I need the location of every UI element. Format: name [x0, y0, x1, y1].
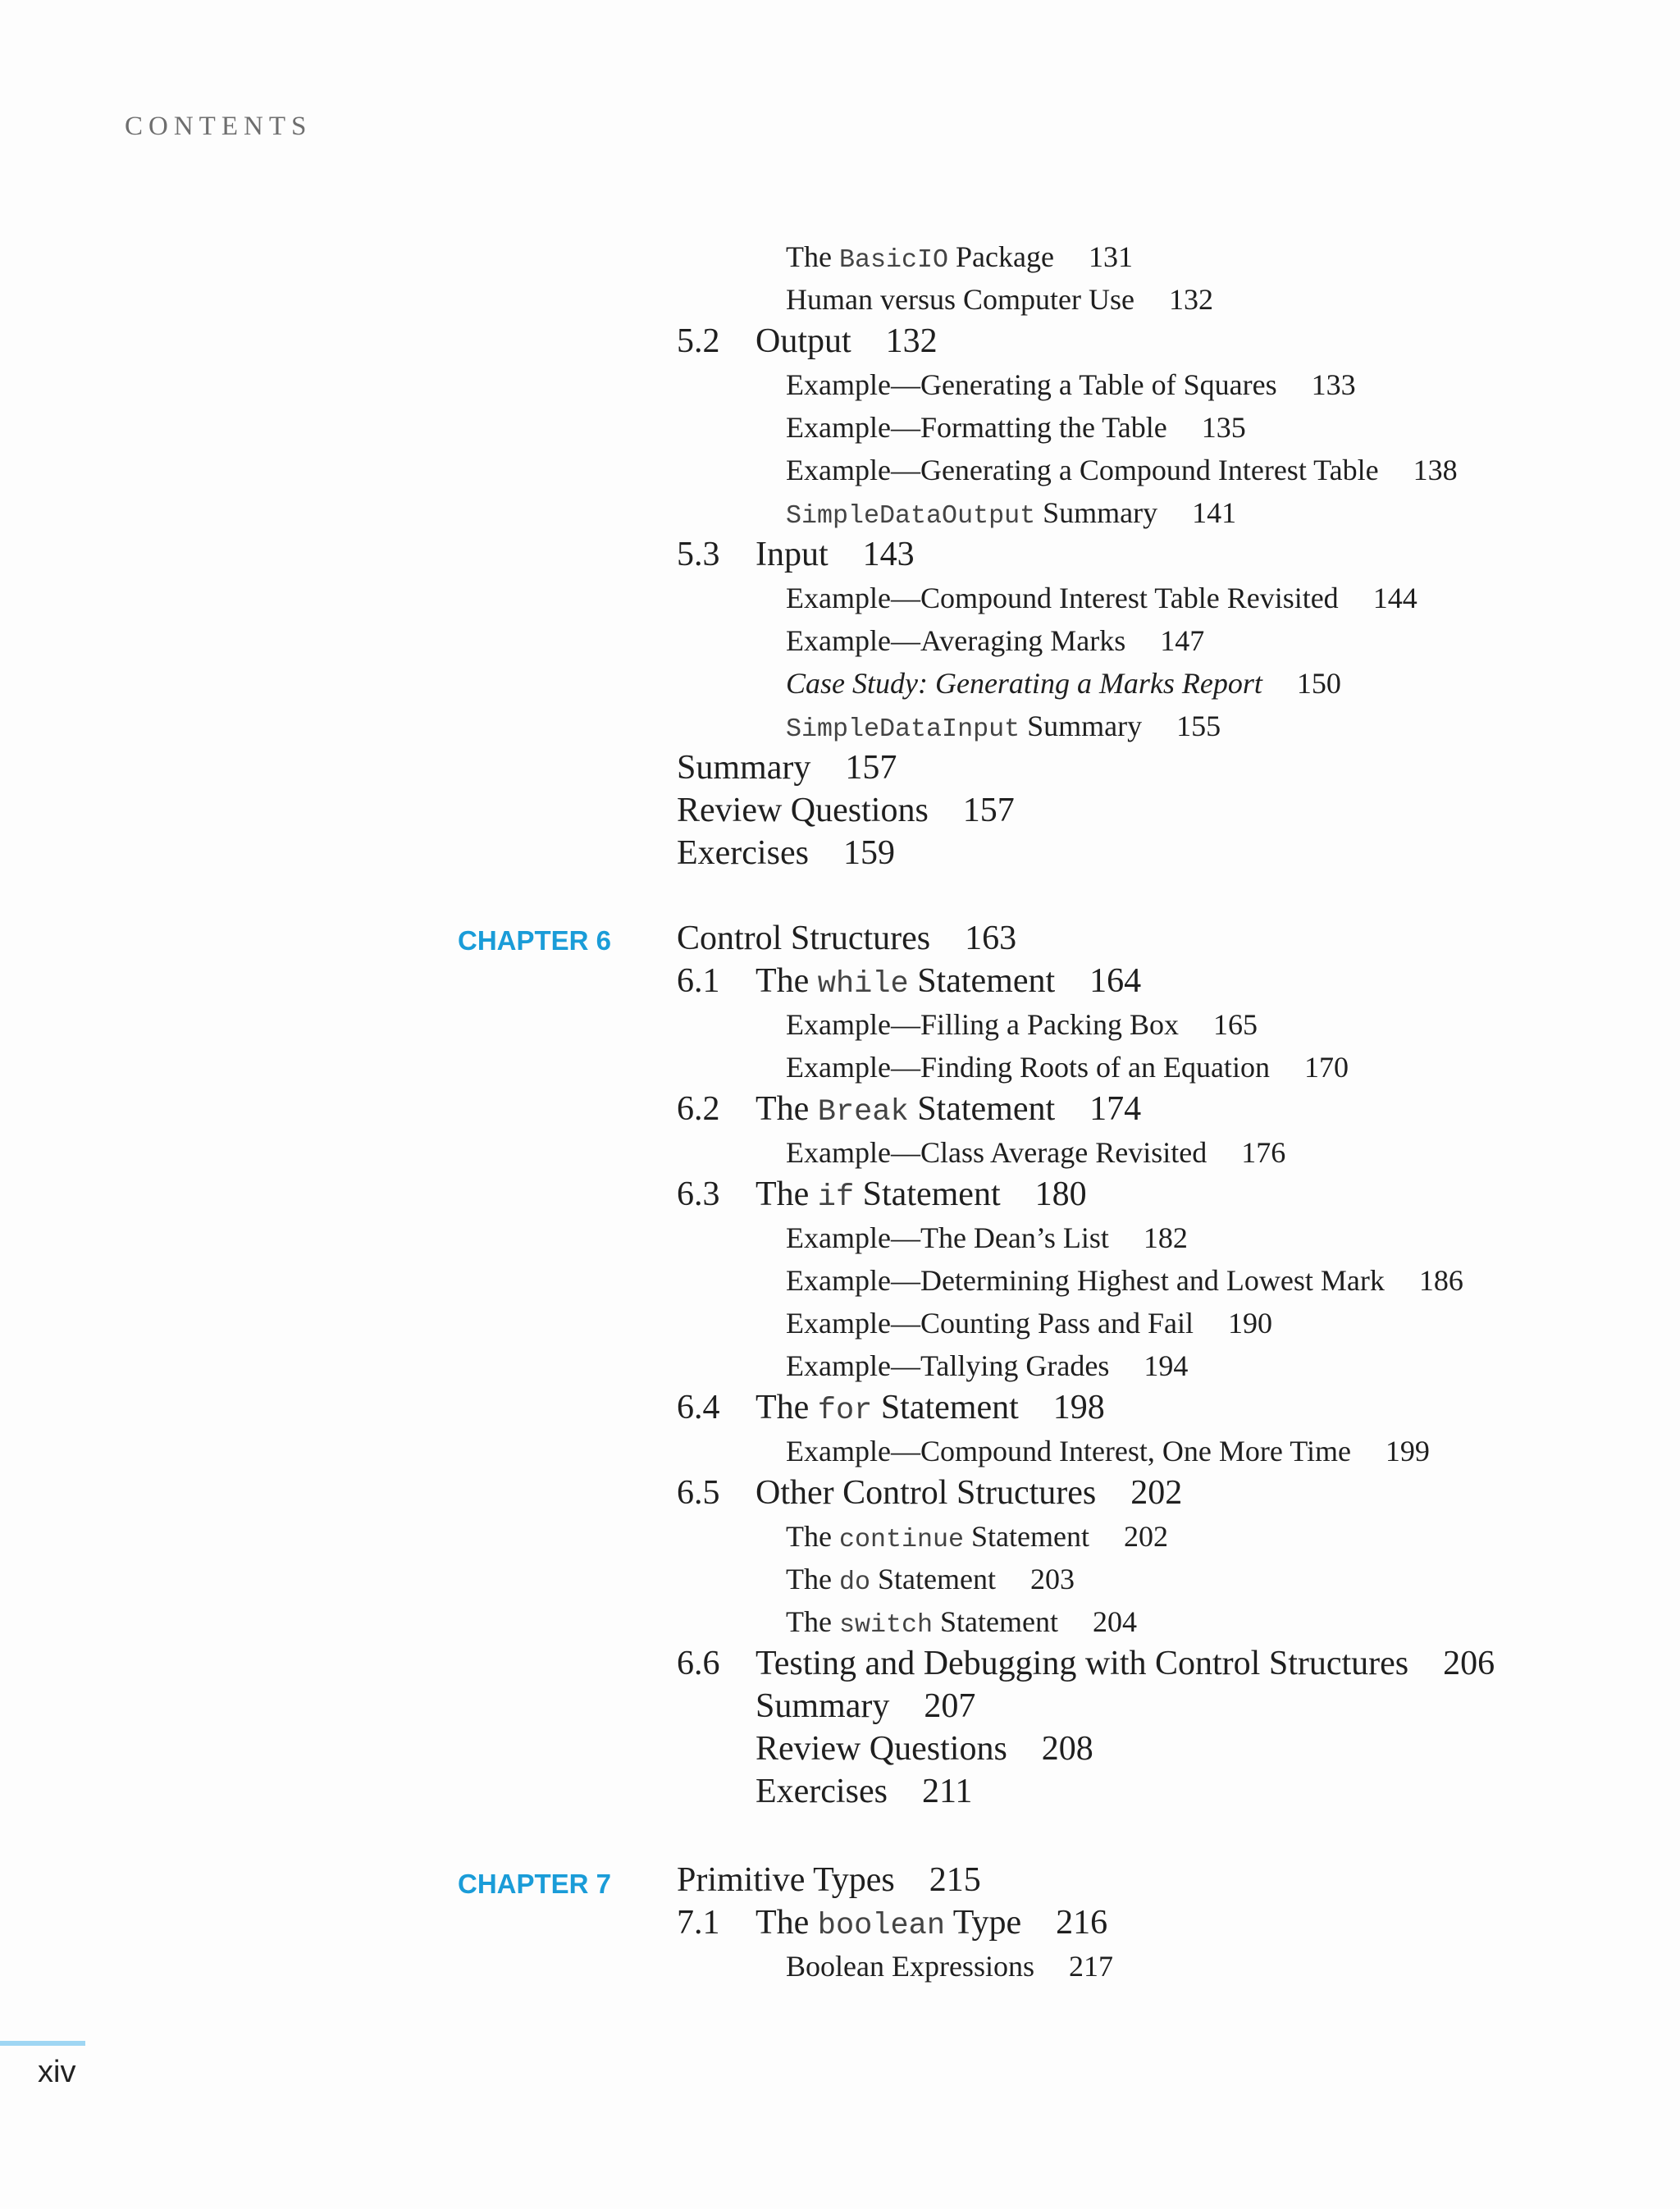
page-number: 199 — [1385, 1435, 1430, 1467]
entry-text: Exercises — [756, 1773, 888, 1810]
section-number: 5.2 — [677, 322, 720, 360]
entry-text: The — [756, 962, 818, 1000]
entry-text: Example—Formatting the Table — [786, 411, 1167, 444]
toc-entry-basicio-package[interactable] — [786, 238, 1133, 279]
toc-entry-table-of-squares[interactable] — [786, 366, 1356, 404]
page-number: 206 — [1443, 1645, 1495, 1682]
page-number: 202 — [1124, 1520, 1168, 1553]
page-number: 165 — [1212, 1008, 1258, 1041]
section-number: 6.1 — [677, 962, 720, 1000]
page-number: 157 — [962, 792, 1015, 829]
toc-entry-counting-pass-fail[interactable] — [786, 1304, 1272, 1342]
entry-code: switch — [838, 1610, 934, 1640]
entry-text: Statement — [964, 1520, 1089, 1553]
entry-text: Statement — [870, 1563, 996, 1595]
entry-text: Other Control Structures — [756, 1474, 1097, 1512]
folio-accent-bar — [0, 2041, 85, 2046]
page-number: 202 — [1130, 1474, 1183, 1512]
entry-text: The — [786, 1605, 839, 1638]
toc-entry-deans-list[interactable] — [786, 1219, 1188, 1257]
page-number: 147 — [1160, 624, 1205, 657]
entry-text: The — [786, 1563, 839, 1595]
page-number: 211 — [921, 1773, 973, 1810]
entry-text: Review Questions — [756, 1730, 1007, 1768]
page-number: 186 — [1418, 1264, 1463, 1297]
section-number: 6.3 — [677, 1175, 720, 1213]
toc-section-6-5[interactable] — [677, 1472, 1182, 1514]
page-number: 144 — [1372, 582, 1418, 614]
page-number: 180 — [1034, 1175, 1087, 1213]
section-number: 5.3 — [677, 536, 720, 573]
toc-entry-switch-statement[interactable] — [786, 1603, 1137, 1644]
entry-code: if — [817, 1180, 855, 1215]
entry-text: The — [756, 1904, 818, 1942]
entry-text: Statement — [933, 1605, 1058, 1638]
page-number: 204 — [1092, 1605, 1137, 1638]
page-number: 170 — [1303, 1051, 1349, 1084]
toc-section-6-3[interactable] — [677, 1173, 1087, 1219]
entry-text: Statement — [872, 1389, 1019, 1426]
section-number: 6.5 — [677, 1474, 720, 1512]
entry-code: SimpleDataInput — [786, 714, 1020, 744]
toc-entry-ch5-exercises[interactable] — [677, 832, 895, 874]
toc-entry-ch6-review-questions[interactable] — [756, 1727, 1093, 1770]
page-number: 163 — [965, 920, 1017, 957]
toc-entry-highest-lowest-mark[interactable] — [786, 1262, 1463, 1299]
toc-entry-simpledatainput-summary[interactable] — [786, 707, 1221, 748]
entry-text: Example—Determining Highest and Lowest Mark — [786, 1264, 1385, 1297]
entry-text: Package — [948, 240, 1054, 273]
entry-code: for — [817, 1394, 873, 1428]
entry-code: SimpleDataOutput — [786, 501, 1036, 531]
toc-entry-roots-of-equation[interactable] — [786, 1048, 1349, 1086]
page-number: 215 — [929, 1861, 981, 1899]
toc-section-6-1[interactable] — [677, 960, 1141, 1006]
page-number: 133 — [1311, 368, 1356, 401]
entry-text: Case Study: Generating a Marks Report — [786, 667, 1262, 700]
entry-code: Break — [817, 1095, 909, 1130]
page-number: 217 — [1068, 1950, 1113, 1983]
entry-text: Statement — [908, 1090, 1056, 1128]
toc-entry-simpledataoutput-summary[interactable] — [786, 494, 1236, 535]
entry-text: Summary — [677, 749, 811, 787]
entry-text: Exercises — [677, 834, 809, 872]
toc-entry-compound-interest-one-more[interactable] — [786, 1432, 1430, 1470]
entry-code: boolean — [817, 1909, 946, 1943]
entry-code: do — [838, 1568, 870, 1597]
entry-text: The — [756, 1090, 818, 1128]
toc-entry-compound-interest-revisited[interactable] — [786, 579, 1418, 617]
page-number: 190 — [1227, 1307, 1272, 1340]
page-number: 135 — [1201, 411, 1246, 444]
toc-entry-ch5-summary[interactable] — [677, 746, 897, 789]
page-number: 159 — [842, 834, 895, 872]
section-number: 6.4 — [677, 1389, 720, 1426]
page-number: 143 — [862, 536, 915, 573]
entry-text: Primitive Types — [677, 1861, 895, 1899]
page-number: 150 — [1296, 667, 1341, 700]
entry-text: Human versus Computer Use — [786, 283, 1134, 316]
toc-entry-class-average-revisited[interactable] — [786, 1134, 1285, 1171]
toc-entry-formatting-table[interactable] — [786, 408, 1246, 446]
toc-chapter-7-title[interactable] — [677, 1859, 981, 1901]
entry-text: Example—Filling a Packing Box — [786, 1008, 1179, 1041]
entry-code: BasicIO — [838, 245, 949, 275]
page-number: 176 — [1241, 1136, 1286, 1169]
toc-entry-continue-statement[interactable] — [786, 1518, 1168, 1559]
chapter-7-label: CHAPTER 7 — [458, 1869, 612, 1899]
entry-text: The — [756, 1175, 818, 1213]
entry-text: Summary — [756, 1687, 890, 1725]
toc-section-7-1[interactable] — [677, 1901, 1107, 1947]
entry-text: Example—Generating a Table of Squares — [786, 368, 1277, 401]
page-number: 174 — [1089, 1090, 1142, 1128]
entry-text: Boolean Expressions — [786, 1950, 1034, 1983]
entry-text: Example—Class Average Revisited — [786, 1136, 1208, 1169]
entry-text: Example—Averaging Marks — [786, 624, 1126, 657]
toc-entry-ch5-review-questions[interactable] — [677, 789, 1015, 832]
toc-entry-do-statement[interactable] — [786, 1560, 1075, 1601]
toc-entry-ch6-exercises[interactable] — [756, 1770, 972, 1813]
page-number: 155 — [1176, 710, 1221, 742]
entry-text: The — [756, 1389, 818, 1426]
page-folio: xiv — [38, 2055, 76, 2089]
page-number: 182 — [1143, 1221, 1188, 1254]
toc-section-5-2[interactable] — [677, 320, 938, 363]
section-number: 6.2 — [677, 1090, 720, 1128]
section-number: 6.6 — [677, 1645, 720, 1682]
page-number: 132 — [885, 322, 938, 360]
entry-text: Output — [756, 322, 851, 360]
page-number: 131 — [1088, 240, 1133, 273]
entry-text: Testing and Debugging with Control Structures — [756, 1645, 1409, 1682]
page-number: 157 — [845, 749, 897, 787]
toc-section-6-6[interactable] — [677, 1642, 1495, 1685]
page-number: 164 — [1089, 962, 1142, 1000]
entry-code: continue — [838, 1525, 965, 1554]
entry-code: while — [817, 967, 909, 1002]
page-number: 198 — [1052, 1389, 1105, 1426]
toc-entry-packing-box[interactable] — [786, 1006, 1258, 1043]
toc-entry-boolean-expressions[interactable] — [786, 1947, 1113, 1985]
section-number: 7.1 — [677, 1904, 720, 1942]
page-number: 132 — [1168, 283, 1213, 316]
toc-section-6-4[interactable] — [677, 1386, 1105, 1432]
entry-text: Statement — [854, 1175, 1001, 1213]
entry-text: Example—Generating a Compound Interest Table — [786, 454, 1379, 486]
toc-entry-human-vs-computer[interactable] — [786, 281, 1213, 318]
page-number: 207 — [924, 1687, 976, 1725]
page-number: 216 — [1056, 1904, 1108, 1942]
page-number: 194 — [1144, 1349, 1189, 1382]
toc-entry-compound-interest-table[interactable] — [786, 451, 1458, 489]
toc-section-5-3[interactable] — [677, 533, 915, 576]
running-head: CONTENTS — [125, 112, 313, 141]
chapter-6-label: CHAPTER 6 — [458, 925, 612, 956]
entry-text: Example—Tallying Grades — [786, 1349, 1110, 1382]
entry-text: Summary — [1020, 710, 1143, 742]
entry-text: Summary — [1035, 496, 1158, 529]
toc-section-6-2[interactable] — [677, 1088, 1141, 1134]
page-number: 141 — [1192, 496, 1237, 529]
entry-text: Type — [945, 1904, 1022, 1942]
toc-entry-averaging-marks[interactable] — [786, 622, 1204, 660]
toc-entry-ch6-summary[interactable] — [756, 1685, 975, 1727]
page-number: 203 — [1029, 1563, 1075, 1595]
entry-text: The — [786, 1520, 839, 1553]
entry-text: Example—Compound Interest Table Revisited — [786, 582, 1339, 614]
entry-text: Review Questions — [677, 792, 929, 829]
entry-text: Input — [756, 536, 829, 573]
entry-text: The — [786, 240, 839, 273]
entry-text: Example—Finding Roots of an Equation — [786, 1051, 1270, 1084]
toc-chapter-6-title[interactable] — [677, 917, 1016, 960]
entry-text: Control Structures — [677, 920, 931, 957]
toc-entry-case-study-marks-report[interactable] — [786, 664, 1341, 702]
page-number: 138 — [1413, 454, 1458, 486]
entry-text: Example—Counting Pass and Fail — [786, 1307, 1194, 1340]
entry-text: Statement — [908, 962, 1056, 1000]
entry-text: Example—The Dean’s List — [786, 1221, 1109, 1254]
page-number: 208 — [1041, 1730, 1093, 1768]
toc-entry-tallying-grades[interactable] — [786, 1347, 1188, 1385]
entry-text: Example—Compound Interest, One More Time — [786, 1435, 1351, 1467]
